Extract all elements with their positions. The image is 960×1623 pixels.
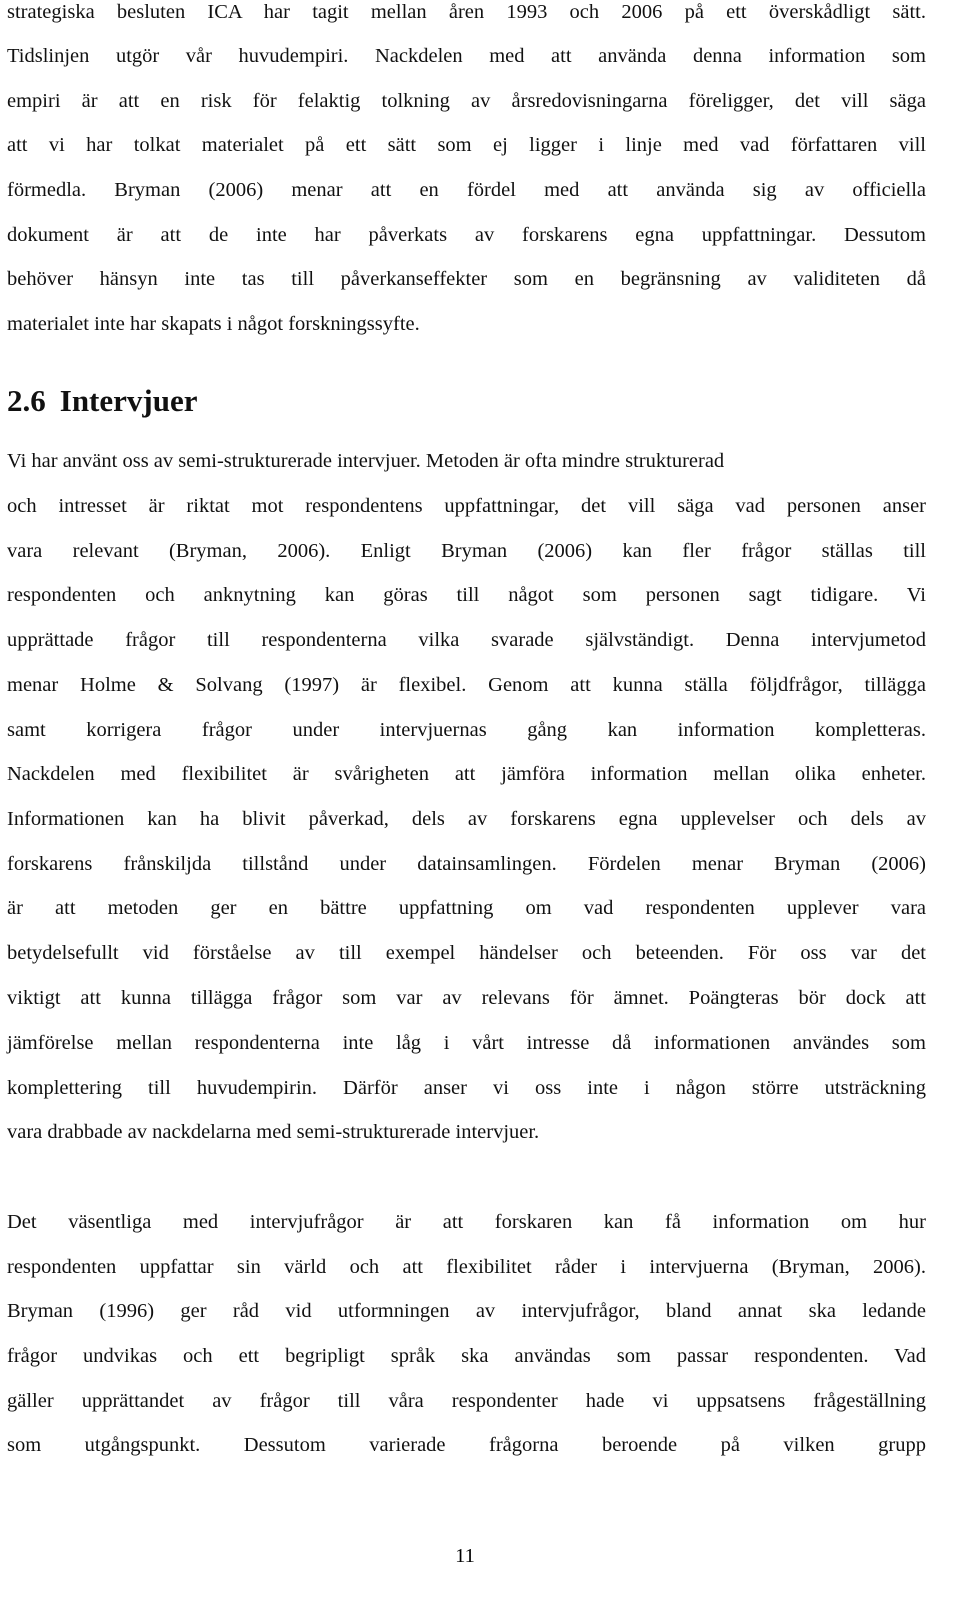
text-line: materialet inte har skapats i något forskningssyfte. <box>7 313 420 335</box>
text-line: Tidslinjen utgör vår huvudempiri. Nackdelen med att använda denna information som <box>7 45 926 67</box>
text-line: behöver hänsyn inte tas till påverkanseffekter som en begränsning av validiteten då <box>7 268 926 290</box>
text-line: Bryman (1996) ger råd vid utformningen av intervjufrågor, bland annat ska ledande <box>7 1300 926 1322</box>
section-title: Intervjuer <box>59 383 198 418</box>
text-line: och intresset är riktat mot respondentens uppfattningar, det vill säga vad personen anser <box>7 495 926 517</box>
text-line: vara drabbade av nackdelarna med semi-strukturerade intervjuer. <box>7 1121 540 1143</box>
text-line: dokument är att de inte har påverkats av forskarens egna uppfattningar. Dessutom <box>7 224 926 246</box>
section-heading <box>7 383 197 419</box>
text-line: förmedla. Bryman (2006) menar att en fördel med att använda sig av officiella <box>7 179 926 201</box>
text-line: är att metoden ger en bättre uppfattning om vad respondenten upplever vara <box>7 897 926 919</box>
text-line: forskarens frånskiljda tillstånd under datainsamlingen. Fördelen menar Bryman (2006) <box>7 853 926 875</box>
text-line: att vi har tolkat materialet på ett sätt som ej ligger i linje med vad författaren vill <box>7 134 926 156</box>
text-line: gäller upprättandet av frågor till våra respondenter hade vi uppsatsens frågeställning <box>7 1390 926 1412</box>
text-line: empiri är att en risk för felaktig tolkning av årsredovisningarna föreligger, det vill säga <box>7 90 926 112</box>
text-line: Det väsentliga med intervjufrågor är att forskaren kan få information om hur <box>7 1211 926 1233</box>
text-line: som utgångspunkt. Dessutom varierade frågorna beroende på vilken grupp <box>7 1434 926 1456</box>
text-line: vara relevant (Bryman, 2006). Enligt Bryman (2006) kan fler frågor ställas till <box>7 540 926 562</box>
text-line: respondenten och anknytning kan göras till något som personen sagt tidigare. Vi <box>7 584 926 606</box>
text-line: upprättade frågor till respondenterna vilka svarade självständigt. Denna intervjumetod <box>7 629 926 651</box>
text-line: frågor undvikas och ett begripligt språk ska användas som passar respondenten. Vad <box>7 1345 926 1367</box>
text-line: betydelsefullt vid förståelse av till exempel händelser och beteenden. För oss var det <box>7 942 926 964</box>
text-line: Informationen kan ha blivit påverkad, dels av forskarens egna upplevelser och dels av <box>7 808 926 830</box>
text-line: menar Holme & Solvang (1997) är flexibel. Genom att kunna ställa följdfrågor, tillägga <box>7 674 926 696</box>
text-line: viktigt att kunna tillägga frågor som var av relevans för ämnet. Poängteras bör dock att <box>7 987 926 1009</box>
page-number: 11 <box>455 1545 475 1567</box>
text-line: Vi har använt oss av semi-strukturerade intervjuer. Metoden är ofta mindre strukturerad <box>7 450 725 472</box>
text-line: respondenten uppfattar sin värld och att flexibilitet råder i intervjuerna (Bryman, 2006). <box>7 1256 926 1278</box>
text-line: komplettering till huvudempirin. Därför anser vi oss inte i någon större utsträckning <box>7 1077 926 1099</box>
text-line: strategiska besluten ICA har tagit mellan åren 1993 och 2006 på ett överskådligt sätt. <box>7 1 926 23</box>
section-number: 2.6 <box>7 383 46 418</box>
text-line: samt korrigera frågor under intervjuernas gång kan information kompletteras. <box>7 719 926 741</box>
text-line: jämförelse mellan respondenterna inte låg i vårt intresse då informationen användes som <box>7 1032 926 1054</box>
text-line: Nackdelen med flexibilitet är svårigheten att jämföra information mellan olika enheter. <box>7 763 926 785</box>
